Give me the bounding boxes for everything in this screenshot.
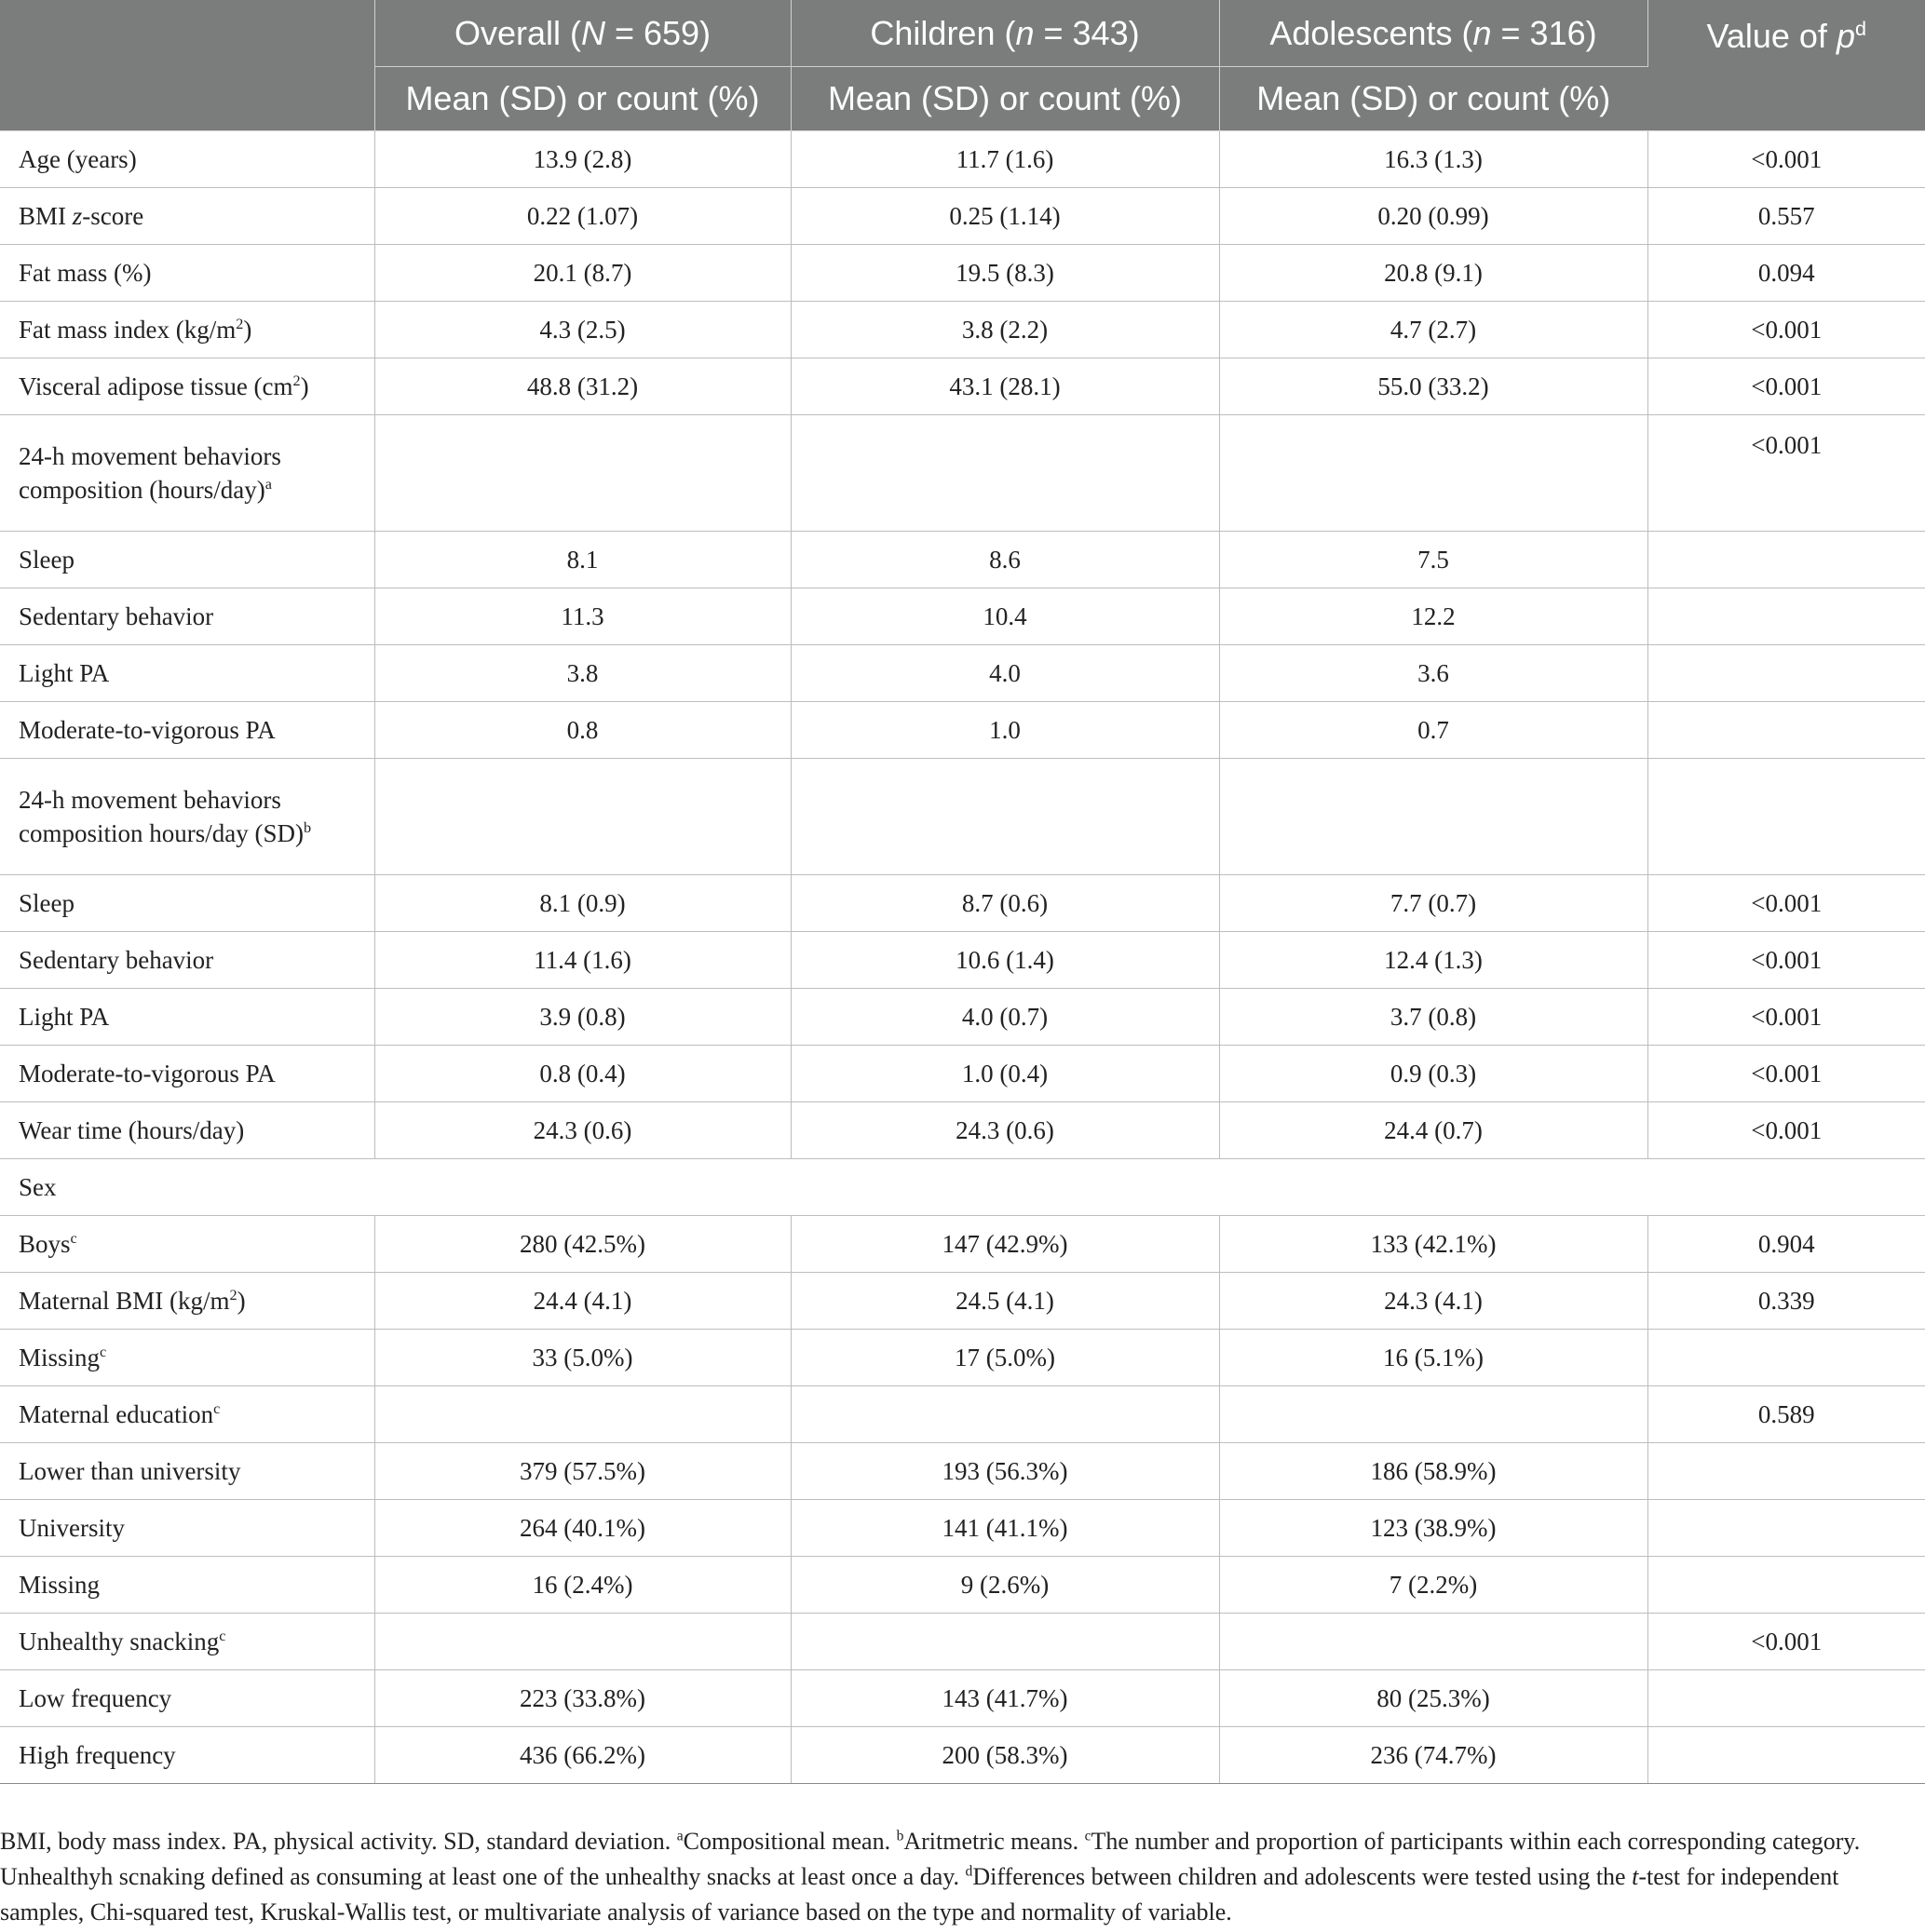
cell-adolescents: [1219, 415, 1647, 532]
cell-overall: [374, 1386, 791, 1443]
cell-adolescents: 3.7 (0.8): [1219, 989, 1647, 1046]
subheader-overall: Mean (SD) or count (%): [374, 67, 791, 131]
cell-pvalue: 0.589: [1647, 1386, 1925, 1443]
table-row: [0, 989, 1925, 1046]
cell-overall: 24.3 (0.6): [374, 1102, 791, 1159]
cell-overall: 4.3 (2.5): [374, 302, 791, 358]
row-label: Low frequency: [0, 1670, 374, 1727]
header-row-groups: [0, 0, 1925, 67]
cell-children: 17 (5.0%): [791, 1330, 1219, 1386]
cell-overall: 8.1: [374, 532, 791, 588]
cell-adolescents: [1219, 759, 1647, 875]
table-row: [0, 702, 1925, 759]
cell-overall: 24.4 (4.1): [374, 1273, 791, 1330]
table-row: [0, 1727, 1925, 1784]
cell-overall: 16 (2.4%): [374, 1557, 791, 1614]
row-label: Fat mass index $(kg/m^2)$: [0, 302, 374, 358]
table-row: [0, 358, 1925, 415]
subheader-adolescents: Mean (SD) or count (%): [1219, 67, 1647, 131]
table-row: [0, 1102, 1925, 1159]
cell-children: 3.8 (2.2): [791, 302, 1219, 358]
cell-pvalue: <0.001: [1647, 358, 1925, 415]
cell-children: 147 (42.9%): [791, 1216, 1219, 1273]
table-row: [0, 302, 1925, 358]
table-row: [0, 1330, 1925, 1386]
cell-children: 1.0 (0.4): [791, 1046, 1219, 1102]
row-label: 24-h movement behaviors composition hours/day (SD)$^b$: [0, 759, 374, 875]
cell-children: [791, 1386, 1219, 1443]
cell-overall: [374, 759, 791, 875]
cell-adolescents: 123 (38.9%): [1219, 1500, 1647, 1557]
row-label: Visceral adipose tissue $(cm^2)$: [0, 358, 374, 415]
row-label: Lower than university: [0, 1443, 374, 1500]
cell-adolescents: 55.0 (33.2): [1219, 358, 1647, 415]
cell-adolescents: 12.4 (1.3): [1219, 932, 1647, 989]
cell-pvalue: [1647, 1727, 1925, 1784]
cell-pvalue: <0.001: [1647, 932, 1925, 989]
cell-overall: 436 (66.2%): [374, 1727, 791, 1784]
table-row: [0, 188, 1925, 245]
cell-adolescents: 12.2: [1219, 588, 1647, 645]
cell-overall: 33 (5.0%): [374, 1330, 791, 1386]
cell-children: 8.7 (0.6): [791, 875, 1219, 932]
row-label: Wear time (hours/day): [0, 1102, 374, 1159]
row-label: Maternal BMI $(kg/m^2)$: [0, 1273, 374, 1330]
cell-pvalue: <0.001: [1647, 989, 1925, 1046]
cell-pvalue: [1647, 1557, 1925, 1614]
table-row: [0, 1670, 1925, 1727]
cell-children: 43.1 (28.1): [791, 358, 1219, 415]
table-footnote: BMI, body mass index. PA, physical activity. SD, standard deviation. $^a$Compositional mean. $^b$Aritmetric means. $^c$The number and proportion of participants within each corresponding category. Unhealthyh scnaking defined as consuming at least one of the unhealthy snacks at least once a day. $^d$Differences between children and adolescents were tested using the t-test for independent samples, Chi-squared test, Kruskal-Wallis test, or multivariate analysis of variance based on the type and normality of variable.: [0, 1828, 1861, 1925]
row-label: Sedentary behavior: [0, 932, 374, 989]
cell-overall: 0.8 (0.4): [374, 1046, 791, 1102]
cell-pvalue: 0.557: [1647, 188, 1925, 245]
cell-adolescents: 7.7 (0.7): [1219, 875, 1647, 932]
cell-adolescents: 7.5: [1219, 532, 1647, 588]
cell-overall: 11.4 (1.6): [374, 932, 791, 989]
cell-children: 0.25 (1.14): [791, 188, 1219, 245]
table-row: [0, 1557, 1925, 1614]
cell-pvalue: [1647, 1330, 1925, 1386]
table-row: [0, 759, 1925, 875]
cell-pvalue: [1647, 1670, 1925, 1727]
table-row: [0, 1273, 1925, 1330]
cell-children: 4.0 (0.7): [791, 989, 1219, 1046]
cell-adolescents: 80 (25.3%): [1219, 1670, 1647, 1727]
cell-children: 141 (41.1%): [791, 1500, 1219, 1557]
cell-pvalue: <0.001: [1647, 1046, 1925, 1102]
header-overall: Overall (N = 659): [374, 0, 791, 67]
cell-children: [791, 759, 1219, 875]
cell-adolescents: 20.8 (9.1): [1219, 245, 1647, 302]
subheader-children: Mean (SD) or count (%): [791, 67, 1219, 131]
cell-overall: 0.8: [374, 702, 791, 759]
cell-overall: 0.22 (1.07): [374, 188, 791, 245]
cell-overall: 48.8 (31.2): [374, 358, 791, 415]
row-label: Sex: [0, 1159, 1925, 1216]
cell-pvalue: [1647, 702, 1925, 759]
cell-adolescents: 7 (2.2%): [1219, 1557, 1647, 1614]
cell-pvalue: [1647, 1500, 1925, 1557]
cell-overall: 8.1 (0.9): [374, 875, 791, 932]
cell-children: 1.0: [791, 702, 1219, 759]
cell-adolescents: 186 (58.9%): [1219, 1443, 1647, 1500]
row-label: Boys$^c$: [0, 1216, 374, 1273]
row-label: Fat mass (%): [0, 245, 374, 302]
header-blank-cell: [0, 0, 374, 131]
cell-children: 9 (2.6%): [791, 1557, 1219, 1614]
cell-pvalue: <0.001: [1647, 1614, 1925, 1670]
table-row: [0, 532, 1925, 588]
table-row: [0, 875, 1925, 932]
cell-overall: [374, 415, 791, 532]
table-row: [0, 1386, 1925, 1443]
cell-children: 24.3 (0.6): [791, 1102, 1219, 1159]
cell-adolescents: 0.9 (0.3): [1219, 1046, 1647, 1102]
cell-adolescents: 0.7: [1219, 702, 1647, 759]
cell-adolescents: 133 (42.1%): [1219, 1216, 1647, 1273]
cell-children: 143 (41.7%): [791, 1670, 1219, 1727]
cell-pvalue: 0.904: [1647, 1216, 1925, 1273]
row-label: Unhealthy snacking$^c$: [0, 1614, 374, 1670]
row-label: BMI z-score: [0, 188, 374, 245]
header-pvalue: Value of $p^d$: [1647, 0, 1925, 131]
cell-children: 10.4: [791, 588, 1219, 645]
cell-adolescents: 0.20 (0.99): [1219, 188, 1647, 245]
cell-children: 19.5 (8.3): [791, 245, 1219, 302]
cell-children: [791, 1614, 1219, 1670]
table-row: [0, 932, 1925, 989]
cell-children: [791, 415, 1219, 532]
cell-pvalue: [1647, 645, 1925, 702]
cell-adolescents: [1219, 1386, 1647, 1443]
row-label: Sleep: [0, 875, 374, 932]
cell-overall: 11.3: [374, 588, 791, 645]
table-row: [0, 588, 1925, 645]
cell-pvalue: [1647, 1443, 1925, 1500]
cell-pvalue: [1647, 532, 1925, 588]
cell-adolescents: 16 (5.1%): [1219, 1330, 1647, 1386]
cell-overall: 13.9 (2.8): [374, 131, 791, 188]
cell-pvalue: <0.001: [1647, 415, 1925, 532]
cell-pvalue: <0.001: [1647, 131, 1925, 188]
header-adolescents: Adolescents (n = 316): [1219, 0, 1647, 67]
cell-children: 8.6: [791, 532, 1219, 588]
cell-pvalue: 0.339: [1647, 1273, 1925, 1330]
cell-overall: 3.8: [374, 645, 791, 702]
cell-adolescents: 24.3 (4.1): [1219, 1273, 1647, 1330]
table-row: [0, 1500, 1925, 1557]
table-row: [0, 1159, 1925, 1216]
cell-pvalue: [1647, 759, 1925, 875]
row-label: Age (years): [0, 131, 374, 188]
cell-overall: 223 (33.8%): [374, 1670, 791, 1727]
cell-overall: 379 (57.5%): [374, 1443, 791, 1500]
row-label: Sedentary behavior: [0, 588, 374, 645]
cell-pvalue: <0.001: [1647, 302, 1925, 358]
cell-pvalue: 0.094: [1647, 245, 1925, 302]
row-label: Missing: [0, 1557, 374, 1614]
cell-overall: [374, 1614, 791, 1670]
table-row: [0, 1046, 1925, 1102]
table-row: [0, 1614, 1925, 1670]
row-label: Sleep: [0, 532, 374, 588]
cell-adolescents: 236 (74.7%): [1219, 1727, 1647, 1784]
cell-pvalue: <0.001: [1647, 875, 1925, 932]
cell-children: 200 (58.3%): [791, 1727, 1219, 1784]
row-label: Light PA: [0, 989, 374, 1046]
table-row: [0, 1443, 1925, 1500]
cell-adolescents: [1219, 1614, 1647, 1670]
cell-overall: 280 (42.5%): [374, 1216, 791, 1273]
cell-children: 24.5 (4.1): [791, 1273, 1219, 1330]
cell-overall: 264 (40.1%): [374, 1500, 791, 1557]
table-row: [0, 1216, 1925, 1273]
row-label: University: [0, 1500, 374, 1557]
cell-children: 193 (56.3%): [791, 1443, 1219, 1500]
row-label: Light PA: [0, 645, 374, 702]
cell-adolescents: 3.6: [1219, 645, 1647, 702]
table-header: [0, 0, 1925, 131]
cell-adolescents: 4.7 (2.7): [1219, 302, 1647, 358]
cell-children: 4.0: [791, 645, 1219, 702]
table-row: [0, 245, 1925, 302]
row-label: Moderate-to-vigorous PA: [0, 702, 374, 759]
cell-pvalue: [1647, 588, 1925, 645]
cell-overall: 20.1 (8.7): [374, 245, 791, 302]
row-label: Missing$^c$: [0, 1330, 374, 1386]
row-label: Moderate-to-vigorous PA: [0, 1046, 374, 1102]
header-children: Children (n = 343): [791, 0, 1219, 67]
table-body: [0, 131, 1925, 1784]
cell-adolescents: 24.4 (0.7): [1219, 1102, 1647, 1159]
cell-children: 11.7 (1.6): [791, 131, 1219, 188]
table-row: [0, 645, 1925, 702]
table-row: [0, 415, 1925, 532]
table-row: [0, 131, 1925, 188]
row-label: High frequency: [0, 1727, 374, 1784]
cell-children: 10.6 (1.4): [791, 932, 1219, 989]
row-label: Maternal education$^c$: [0, 1386, 374, 1443]
row-label: 24-h movement behaviors composition (hours/day)$^a$: [0, 415, 374, 532]
cell-pvalue: <0.001: [1647, 1102, 1925, 1159]
cell-overall: 3.9 (0.8): [374, 989, 791, 1046]
cell-adolescents: 16.3 (1.3): [1219, 131, 1647, 188]
